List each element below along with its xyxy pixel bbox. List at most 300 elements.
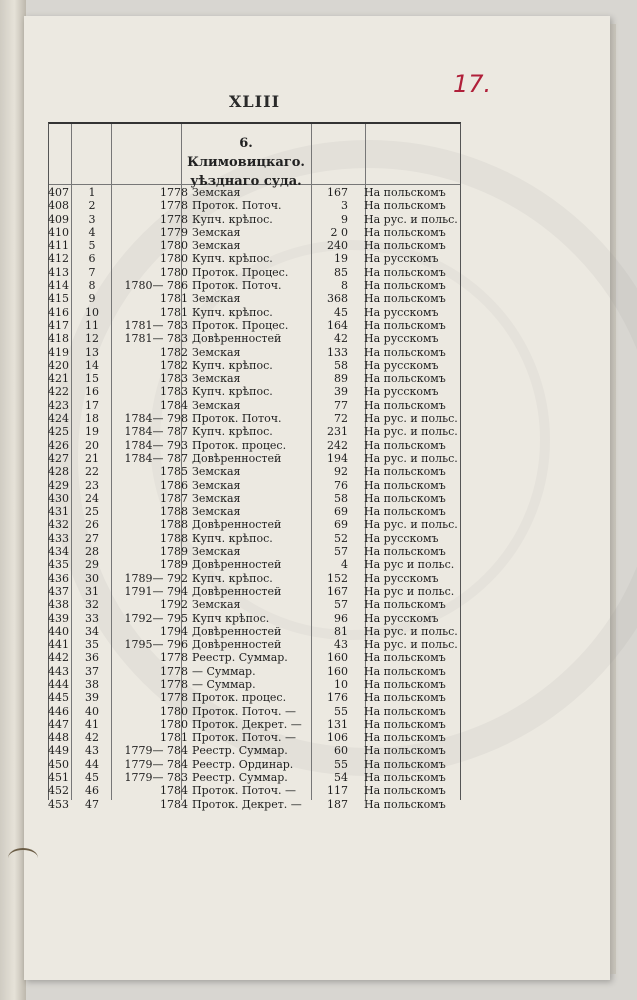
cell-type: Земская xyxy=(192,478,241,492)
cell-no: 422 xyxy=(48,385,69,399)
cell-count: 19 xyxy=(334,252,348,266)
table-row xyxy=(48,744,459,757)
cell-no: 409 xyxy=(48,212,69,226)
table-row xyxy=(48,731,459,744)
cell-sub: 22 xyxy=(85,465,99,479)
cell-count: 60 xyxy=(334,744,348,758)
cell-no: 430 xyxy=(48,491,69,505)
cell-year: 1781— 783 xyxy=(124,332,188,346)
cell-count: 52 xyxy=(334,531,348,545)
cell-no: 415 xyxy=(48,292,69,306)
cell-no: 443 xyxy=(48,664,69,678)
cell-count: 133 xyxy=(327,345,348,359)
cell-year: 1778 xyxy=(160,186,188,199)
cell-count: 89 xyxy=(334,372,348,386)
cell-year: 1795— 796 xyxy=(124,638,188,652)
cell-count: 152 xyxy=(327,571,348,585)
cell-no: 425 xyxy=(48,425,69,439)
cell-no: 448 xyxy=(48,731,69,745)
cell-count: 77 xyxy=(334,398,348,412)
cell-year: 1782 xyxy=(160,345,188,359)
table-row xyxy=(48,678,459,691)
cell-sub: 42 xyxy=(85,731,99,745)
table-row xyxy=(48,399,459,412)
cell-year: 1779— 784 xyxy=(124,757,188,771)
cell-sub: 11 xyxy=(85,318,99,332)
cell-type: — Суммар. xyxy=(192,677,256,691)
cell-count: 81 xyxy=(334,624,348,638)
cell-year: 1778 xyxy=(160,651,188,665)
table-row xyxy=(48,492,459,505)
cell-year: 1785 xyxy=(160,465,188,479)
cell-no: 442 xyxy=(48,651,69,665)
cell-year: 1788 xyxy=(160,505,188,519)
cell-type: Земская xyxy=(192,239,241,253)
cell-count: 160 xyxy=(327,651,348,665)
cell-year: 1778 xyxy=(160,212,188,226)
cell-no: 424 xyxy=(48,412,69,426)
cell-sub: 13 xyxy=(85,345,99,359)
pencil-note: 17. xyxy=(453,70,492,98)
table-row xyxy=(48,798,459,811)
cell-no: 410 xyxy=(48,225,69,239)
cell-lang: На рус. и польс. xyxy=(364,212,458,226)
cell-type: Купч. крѣпос. xyxy=(192,305,273,319)
binding-thread xyxy=(8,848,38,868)
cell-lang: На рус. и польс. xyxy=(364,518,458,532)
cell-sub: 4 xyxy=(88,225,96,239)
cell-type: Проток. Поточ. xyxy=(192,199,282,213)
cell-sub: 18 xyxy=(85,412,99,426)
cell-count: 4 xyxy=(341,558,348,572)
table-row xyxy=(48,266,459,279)
cell-no: 434 xyxy=(48,545,69,559)
cell-type: Земская xyxy=(192,292,241,306)
cell-lang: На рус. и польс. xyxy=(364,412,458,426)
cell-no: 433 xyxy=(48,531,69,545)
cell-year: 1784 xyxy=(160,784,188,798)
cell-no: 423 xyxy=(48,398,69,412)
cell-lang: На польскомъ xyxy=(364,279,446,293)
cell-lang: На польскомъ xyxy=(364,784,446,798)
cell-lang: На польскомъ xyxy=(364,372,446,386)
cell-year: 1789 xyxy=(160,558,188,572)
cell-type: Довѣренностей xyxy=(192,638,282,652)
cell-type: Проток. Поточ. xyxy=(192,412,282,426)
cell-type: Купч. крѣпос. xyxy=(192,252,273,266)
cell-year: 1780 xyxy=(160,704,188,718)
cell-lang: На польскомъ xyxy=(364,691,446,705)
cell-no: 441 xyxy=(48,638,69,652)
cell-year: 1780 xyxy=(160,717,188,731)
cell-type: — Суммар. xyxy=(192,664,256,678)
cell-year: 1787 xyxy=(160,491,188,505)
cell-type: Довѣренностей xyxy=(192,558,282,572)
cell-lang: На рус. и польс. xyxy=(364,425,458,439)
cell-no: 436 xyxy=(48,571,69,585)
cell-type: Земская xyxy=(192,545,241,559)
cell-sub: 12 xyxy=(85,332,99,346)
cell-lang: На польскомъ xyxy=(364,664,446,678)
cell-count: 176 xyxy=(327,691,348,705)
cell-count: 164 xyxy=(327,318,348,332)
cell-no: 446 xyxy=(48,704,69,718)
cell-lang: На русскомъ xyxy=(364,252,439,266)
cell-type: Реестр. Суммар. xyxy=(192,744,288,758)
cell-type: Довѣренностей xyxy=(192,584,282,598)
cell-sub: 45 xyxy=(85,771,99,785)
cell-year: 1778 xyxy=(160,199,188,213)
cell-no: 439 xyxy=(48,611,69,625)
cell-type: Купч крѣпос. xyxy=(192,611,270,625)
table-row xyxy=(48,465,459,478)
section-title-line1: 6. Климовицкаго. xyxy=(187,136,305,170)
cell-year: 1780 xyxy=(160,252,188,266)
cell-lang: На польскомъ xyxy=(364,677,446,691)
table-row xyxy=(48,292,459,305)
table-row xyxy=(48,545,459,558)
cell-count: 131 xyxy=(327,717,348,731)
cell-year: 1789 xyxy=(160,545,188,559)
table-row xyxy=(48,252,459,265)
cell-sub: 39 xyxy=(85,691,99,705)
cell-count: 57 xyxy=(334,545,348,559)
table-row xyxy=(48,505,459,518)
cell-count: 368 xyxy=(327,292,348,306)
cell-year: 1788 xyxy=(160,518,188,532)
cell-count: 72 xyxy=(334,412,348,426)
cell-no: 431 xyxy=(48,505,69,519)
cell-count: 8 xyxy=(341,279,348,293)
cell-type: Проток. Процес. xyxy=(192,265,289,279)
table-row xyxy=(48,532,459,545)
cell-sub: 32 xyxy=(85,598,99,612)
cell-lang: На польскомъ xyxy=(364,731,446,745)
table-row xyxy=(48,771,459,784)
cell-sub: 23 xyxy=(85,478,99,492)
cell-year: 1784 xyxy=(160,797,188,811)
table-row xyxy=(48,239,459,252)
cell-type: Купч. крѣпос. xyxy=(192,531,273,545)
cell-lang: На польскомъ xyxy=(364,318,446,332)
cell-lang: На польскомъ xyxy=(364,345,446,359)
cell-type: Проток. Поточ. xyxy=(192,279,282,293)
cell-count: 69 xyxy=(334,505,348,519)
cell-no: 408 xyxy=(48,199,69,213)
table-row xyxy=(48,691,459,704)
table-row xyxy=(48,359,459,372)
cell-year: 1778 xyxy=(160,677,188,691)
table-row xyxy=(48,479,459,492)
cell-lang: На польскомъ xyxy=(364,265,446,279)
cell-type: Проток. Поточ. — xyxy=(192,784,297,798)
cell-sub: 31 xyxy=(85,584,99,598)
table-row xyxy=(48,412,459,425)
table-row xyxy=(48,186,459,199)
cell-type: Земская xyxy=(192,598,241,612)
table-row xyxy=(48,612,459,625)
table-row xyxy=(48,199,459,212)
cell-sub: 30 xyxy=(85,571,99,585)
cell-lang: На польскомъ xyxy=(364,491,446,505)
cell-lang: На польскомъ xyxy=(364,717,446,731)
cell-no: 411 xyxy=(48,239,69,253)
cell-no: 432 xyxy=(48,518,69,532)
cell-type: Довѣренностей xyxy=(192,624,282,638)
cell-type: Проток. процес. xyxy=(192,438,287,452)
cell-count: 54 xyxy=(334,771,348,785)
table-row xyxy=(48,598,459,611)
table-row xyxy=(48,718,459,731)
cell-lang: На польскомъ xyxy=(364,598,446,612)
table-row xyxy=(48,425,459,438)
cell-count: 76 xyxy=(334,478,348,492)
table-row xyxy=(48,665,459,678)
cell-count: 106 xyxy=(327,731,348,745)
cell-sub: 7 xyxy=(88,265,96,279)
table-row xyxy=(48,372,459,385)
cell-count: 92 xyxy=(334,465,348,479)
cell-type: Реестр. Ординар. xyxy=(192,757,294,771)
cell-sub: 47 xyxy=(85,797,99,811)
cell-count: 69 xyxy=(334,518,348,532)
cell-lang: На польскомъ xyxy=(364,771,446,785)
cell-no: 416 xyxy=(48,305,69,319)
cell-count: 3 xyxy=(341,199,348,213)
cell-lang: На русскомъ xyxy=(364,571,439,585)
cell-count: 96 xyxy=(334,611,348,625)
cell-lang: На польскомъ xyxy=(364,438,446,452)
cell-count: 9 xyxy=(341,212,348,226)
cell-sub: 3 xyxy=(88,212,96,226)
cell-no: 428 xyxy=(48,465,69,479)
cell-year: 1779— 784 xyxy=(124,744,188,758)
cell-type: Земская xyxy=(192,225,241,239)
table-row xyxy=(48,452,459,465)
cell-sub: 17 xyxy=(85,398,99,412)
cell-lang: На польскомъ xyxy=(364,239,446,253)
cell-count: 45 xyxy=(334,305,348,319)
table-row xyxy=(48,758,459,771)
cell-year: 1778 xyxy=(160,664,188,678)
table-row xyxy=(48,784,459,797)
cell-count: 55 xyxy=(334,757,348,771)
cell-sub: 14 xyxy=(85,358,99,372)
cell-sub: 10 xyxy=(85,305,99,319)
cell-count: 187 xyxy=(327,797,348,811)
table-row xyxy=(48,213,459,226)
cell-count: 42 xyxy=(334,332,348,346)
table-row xyxy=(48,651,459,664)
cell-year: 1781 xyxy=(160,305,188,319)
table-body xyxy=(48,186,459,811)
cell-no: 427 xyxy=(48,451,69,465)
cell-count: 117 xyxy=(327,784,348,798)
cell-year: 1780— 786 xyxy=(124,279,188,293)
table-row xyxy=(48,306,459,319)
cell-year: 1784— 798 xyxy=(124,412,188,426)
cell-count: 231 xyxy=(327,425,348,439)
cell-type: Земская xyxy=(192,491,241,505)
cell-lang: На польскомъ xyxy=(364,292,446,306)
cell-no: 407 xyxy=(48,186,69,199)
cell-type: Земская xyxy=(192,505,241,519)
table-row xyxy=(48,705,459,718)
cell-sub: 15 xyxy=(85,372,99,386)
cell-count: 39 xyxy=(334,385,348,399)
cell-no: 435 xyxy=(48,558,69,572)
cell-type: Земская xyxy=(192,398,241,412)
cell-type: Земская xyxy=(192,186,241,199)
cell-sub: 41 xyxy=(85,717,99,731)
cell-sub: 9 xyxy=(88,292,96,306)
cell-no: 440 xyxy=(48,624,69,638)
cell-type: Земская xyxy=(192,372,241,386)
cell-no: 449 xyxy=(48,744,69,758)
cell-lang: На польскомъ xyxy=(364,651,446,665)
cell-lang: На польскомъ xyxy=(364,465,446,479)
cell-sub: 5 xyxy=(88,239,96,253)
cell-sub: 33 xyxy=(85,611,99,625)
cell-type: Реестр. Суммар. xyxy=(192,771,288,785)
cell-lang: На польскомъ xyxy=(364,398,446,412)
cell-sub: 44 xyxy=(85,757,99,771)
cell-sub: 46 xyxy=(85,784,99,798)
cell-no: 453 xyxy=(48,797,69,811)
cell-count: 167 xyxy=(327,584,348,598)
cell-no: 412 xyxy=(48,252,69,266)
cell-sub: 6 xyxy=(88,252,96,266)
cell-type: Проток. Поточ. — xyxy=(192,731,297,745)
cell-no: 413 xyxy=(48,265,69,279)
cell-sub: 25 xyxy=(85,505,99,519)
cell-no: 451 xyxy=(48,771,69,785)
cell-count: 160 xyxy=(327,664,348,678)
cell-no: 420 xyxy=(48,358,69,372)
cell-year: 1784— 793 xyxy=(124,438,188,452)
cell-year: 1780 xyxy=(160,239,188,253)
cell-year: 1784— 787 xyxy=(124,425,188,439)
cell-type: Купч. крѣпос. xyxy=(192,571,273,585)
cell-count: 240 xyxy=(327,239,348,253)
cell-year: 1781 xyxy=(160,292,188,306)
cell-year: 1778 xyxy=(160,691,188,705)
cell-lang: На русскомъ xyxy=(364,611,439,625)
cell-year: 1788 xyxy=(160,531,188,545)
cell-year: 1781— 783 xyxy=(124,318,188,332)
cell-count: 55 xyxy=(334,704,348,718)
table-row xyxy=(48,625,459,638)
cell-year: 1784— 787 xyxy=(124,451,188,465)
cell-sub: 26 xyxy=(85,518,99,532)
cell-type: Купч. крѣпос. xyxy=(192,212,273,226)
cell-lang: На русскомъ xyxy=(364,385,439,399)
cell-type: Довѣренностей xyxy=(192,332,282,346)
cell-sub: 16 xyxy=(85,385,99,399)
cell-sub: 2 xyxy=(88,199,96,213)
cell-type: Проток. Декрет. — xyxy=(192,797,302,811)
table-row xyxy=(48,558,459,571)
cell-sub: 40 xyxy=(85,704,99,718)
cell-lang: На русскомъ xyxy=(364,358,439,372)
table-row xyxy=(48,385,459,398)
cell-sub: 37 xyxy=(85,664,99,678)
cell-sub: 35 xyxy=(85,638,99,652)
cell-no: 419 xyxy=(48,345,69,359)
cell-no: 417 xyxy=(48,318,69,332)
cell-year: 1786 xyxy=(160,478,188,492)
cell-count: 242 xyxy=(327,438,348,452)
table-row xyxy=(48,518,459,531)
cell-sub: 29 xyxy=(85,558,99,572)
cell-year: 1789— 792 xyxy=(124,571,188,585)
cell-year: 1792— 795 xyxy=(124,611,188,625)
cell-lang: На русскомъ xyxy=(364,305,439,319)
cell-lang: На польскомъ xyxy=(364,744,446,758)
cell-lang: На рус и польс. xyxy=(364,584,455,598)
cell-lang: На польскомъ xyxy=(364,505,446,519)
table-row xyxy=(48,439,459,452)
cell-lang: На польскомъ xyxy=(364,797,446,811)
cell-no: 447 xyxy=(48,717,69,731)
cell-year: 1794 xyxy=(160,624,188,638)
cell-lang: На польскомъ xyxy=(364,186,446,199)
cell-count: 57 xyxy=(334,598,348,612)
table-row xyxy=(48,319,459,332)
cell-year: 1791— 794 xyxy=(124,584,188,598)
cell-no: 437 xyxy=(48,584,69,598)
page-number: XLIII xyxy=(229,92,281,111)
cell-count: 2 0 xyxy=(330,225,348,239)
cell-sub: 38 xyxy=(85,677,99,691)
cell-count: 194 xyxy=(327,451,348,465)
cell-lang: На польскомъ xyxy=(364,545,446,559)
cell-type: Купч. крѣпос. xyxy=(192,358,273,372)
cell-no: 418 xyxy=(48,332,69,346)
cell-lang: На польскомъ xyxy=(364,757,446,771)
cell-type: Довѣренностей xyxy=(192,451,282,465)
table-row xyxy=(48,585,459,598)
cell-lang: На польскомъ xyxy=(364,704,446,718)
cell-type: Проток. Декрет. — xyxy=(192,717,302,731)
cell-sub: 8 xyxy=(88,279,96,293)
cell-year: 1781 xyxy=(160,731,188,745)
cell-sub: 19 xyxy=(85,425,99,439)
cell-lang: На рус. и польс. xyxy=(364,638,458,652)
cell-year: 1784 xyxy=(160,398,188,412)
cell-year: 1782 xyxy=(160,358,188,372)
cell-no: 438 xyxy=(48,598,69,612)
cell-lang: На польскомъ xyxy=(364,225,446,239)
cell-year: 1783 xyxy=(160,372,188,386)
cell-lang: На польскомъ xyxy=(364,478,446,492)
cell-lang: На польскомъ xyxy=(364,199,446,213)
table-row xyxy=(48,346,459,359)
cell-no: 429 xyxy=(48,478,69,492)
cell-type: Купч. крѣпос. xyxy=(192,425,273,439)
cell-no: 452 xyxy=(48,784,69,798)
cell-type: Земская xyxy=(192,345,241,359)
cell-year: 1779— 783 xyxy=(124,771,188,785)
table-row xyxy=(48,332,459,345)
cell-year: 1779 xyxy=(160,225,188,239)
cell-count: 58 xyxy=(334,358,348,372)
cell-sub: 43 xyxy=(85,744,99,758)
table-row xyxy=(48,572,459,585)
cell-type: Купч. крѣпос. xyxy=(192,385,273,399)
cell-lang: На русскомъ xyxy=(364,332,439,346)
cell-sub: 28 xyxy=(85,545,99,559)
